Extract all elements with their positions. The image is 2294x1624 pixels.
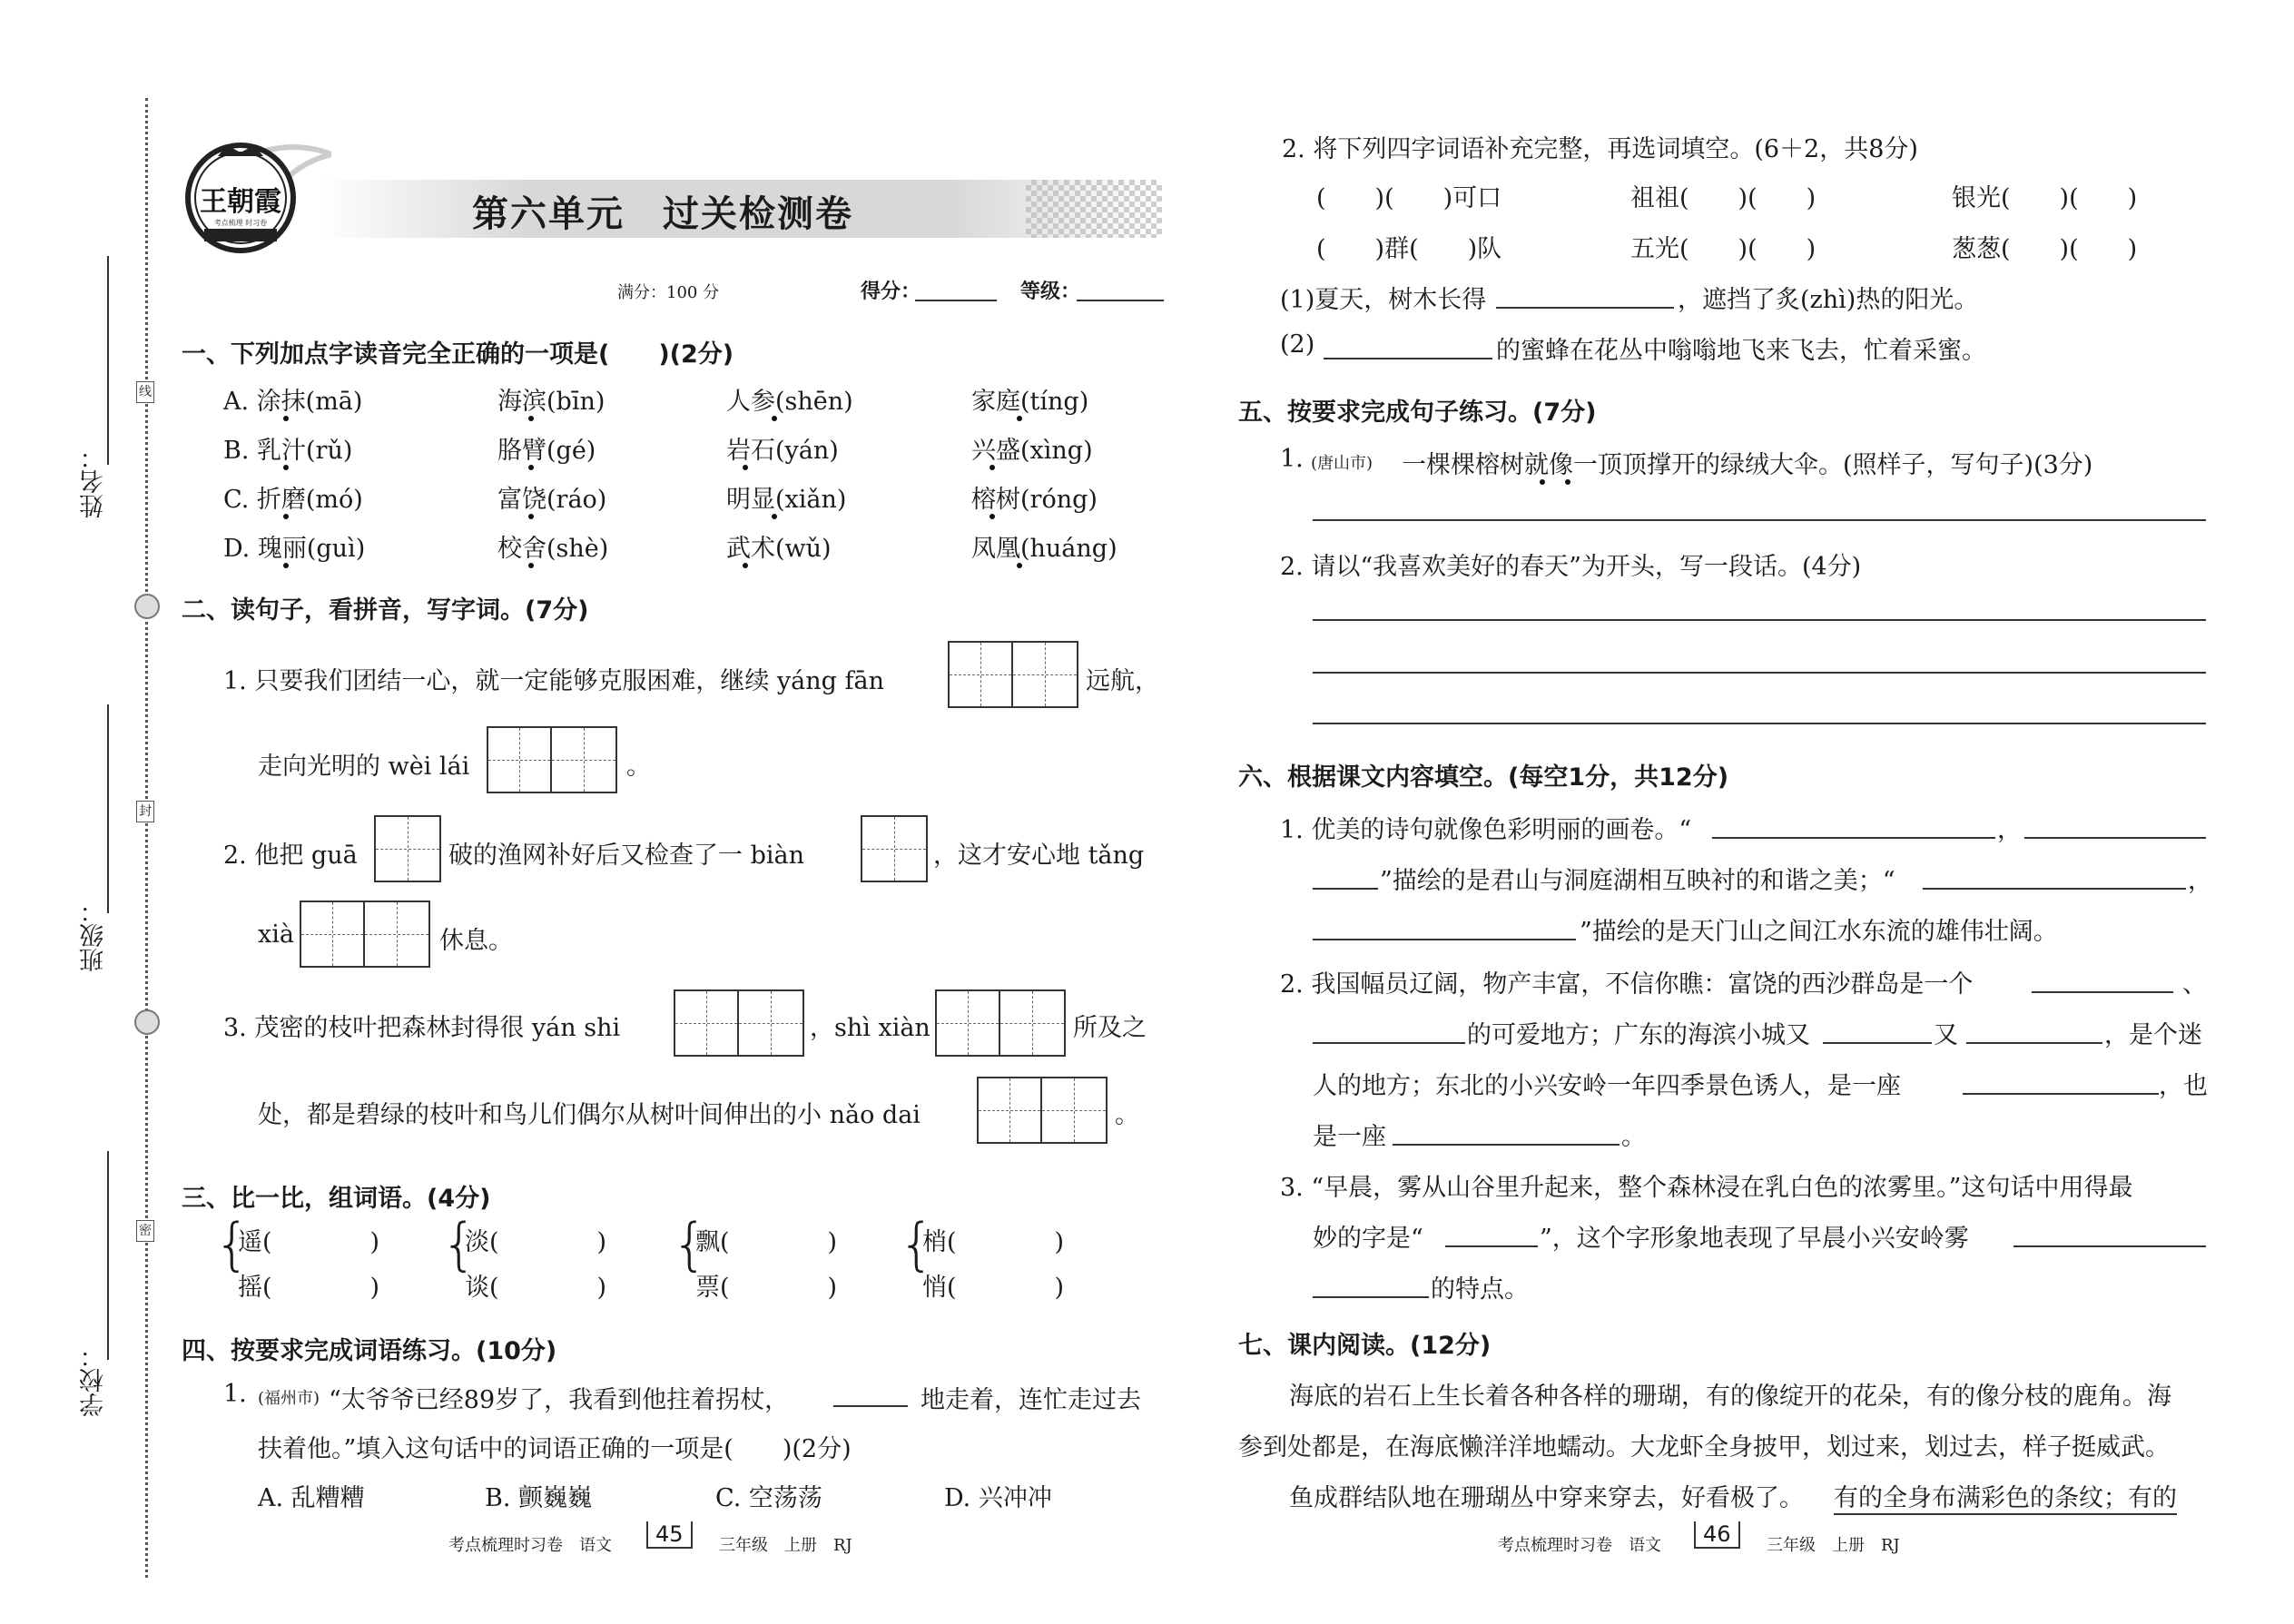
q2-s2-text-c: ，这才安心地 tǎng — [933, 842, 1145, 870]
q6-heading: 六、根据课文内容填空。(每空1分，共12分) — [1238, 763, 1729, 792]
q6-s3-blank-2a[interactable] — [2013, 1245, 2206, 1247]
binding-hole-top — [134, 594, 160, 619]
q6-s2-h: 是一座 — [1313, 1123, 1386, 1151]
emphasis-dot — [1017, 416, 1022, 421]
emphasis-dot — [528, 465, 534, 470]
emphasis-dot — [528, 416, 534, 421]
footer-right-grade: 三年级 上册 RJ — [1767, 1536, 1900, 1555]
q3-pair2-bottom[interactable]: 谈( ) — [465, 1274, 607, 1302]
q2-s3-grid-yanshi[interactable] — [674, 989, 804, 1057]
q2-s3-grid-naodai[interactable] — [977, 1077, 1108, 1144]
q7-paragraph-line-1: 海底的岩石上生长着各种各样的珊瑚，有的像绽开的花朵，有的像分枝的鹿角。海 — [1289, 1383, 2171, 1411]
q4-option-c[interactable]: C. 空荡荡 — [715, 1484, 822, 1512]
q6-s1-blank-2a[interactable] — [2024, 837, 2206, 839]
full-score-text: 满分：100 分 — [617, 283, 720, 302]
emphasis-dot — [528, 563, 534, 568]
q6-s3-blank-2b[interactable] — [1313, 1296, 1429, 1298]
q3-pair3-bottom[interactable]: 票( ) — [695, 1274, 838, 1302]
q2-s1-text-d: 。 — [626, 753, 651, 781]
q1-a1[interactable]: A. 涂抹(mā) — [223, 388, 363, 416]
class-label: 班级： — [80, 899, 108, 972]
q4-option-a[interactable]: A. 乱糟糟 — [258, 1484, 365, 1512]
q6-s2-blank-6[interactable] — [1393, 1144, 1620, 1146]
q5-s2-answer-line-2[interactable] — [1313, 672, 2206, 674]
q2-s3-text-b: ，shì xiàn — [810, 1014, 930, 1042]
emphasis-dot — [1540, 479, 1545, 485]
q6-s2-blank-5[interactable] — [1963, 1093, 2159, 1095]
q1-b4: 兴盛(xìng) — [971, 437, 1093, 465]
q6-s2-a: 2. 我国幅员辽阔，物产丰富，不信你瞧：富饶的西沙群岛是一个 — [1280, 970, 1974, 999]
q2-s1-text-c: 走向光明的 wèi lái — [258, 753, 470, 781]
binding-tag-mid: 封 — [136, 801, 154, 822]
title-checker-pattern — [1026, 180, 1162, 238]
q4-heading: 四、按要求完成词语练习。(10分) — [182, 1337, 557, 1365]
emphasis-dot — [283, 514, 289, 519]
binding-tag-bottom: 密 — [136, 1220, 154, 1242]
q3-pair4-top[interactable]: 梢( ) — [922, 1228, 1065, 1256]
q7-underlined-sentence: 有的全身布满彩色的条纹；有的 — [1834, 1478, 2177, 1515]
q2-s3-text-d: 处，都是碧绿的枝叶和鸟儿们偶尔从树叶间伸出的小 nǎo dai — [258, 1101, 921, 1129]
q2-s2-text-d: xià — [258, 920, 294, 949]
q2-s2-grid-bian[interactable] — [861, 815, 928, 882]
brace-icon: { — [899, 1211, 935, 1277]
emphasis-dot — [989, 465, 995, 470]
brace-icon: { — [441, 1211, 478, 1277]
grade-input-line[interactable] — [1077, 300, 1164, 301]
q6-s2-c: 的可爱地方；广东的海滨小城又 — [1467, 1021, 1810, 1049]
q3-pair1-top[interactable]: 遥( ) — [238, 1228, 380, 1256]
q3-pair2-top[interactable]: 淡( ) — [465, 1228, 607, 1256]
q2-s3-text-a: 3. 茂密的枝叶把森林封得很 yán shi — [223, 1014, 621, 1042]
q2-s2-grid-tangxia[interactable] — [300, 901, 430, 968]
emphasis-dot — [989, 514, 995, 519]
emphasis-dot — [283, 416, 289, 421]
q1-d4: 凤凰(huáng) — [971, 535, 1117, 563]
q7-paragraph-line-3a: 鱼成群结队地在珊瑚丛中穿来穿去，好看极了。 — [1289, 1484, 1804, 1512]
q4-2-fill2-blank[interactable] — [1324, 358, 1492, 359]
q7-heading: 七、课内阅读。(12分) — [1238, 1332, 1492, 1360]
q4-s1-text-a: “太爷爷已经89岁了，我看到他拄着拐杖， — [329, 1386, 790, 1414]
q1-b1[interactable]: B. 乳汁(rǔ) — [223, 437, 353, 465]
q4-2-fill1-b: ，遮挡了炙(zhì)热的阳光。 — [1678, 286, 1979, 314]
q1-c4: 榕树(róng) — [971, 486, 1098, 514]
q1-d1[interactable]: D. 瑰丽(guì) — [223, 535, 366, 563]
q3-pair3-top[interactable]: 飘( ) — [695, 1228, 838, 1256]
emphasis-dot — [1565, 479, 1570, 485]
q6-s2-i: 。 — [1621, 1123, 1646, 1151]
q6-s1-blank-4[interactable] — [1313, 939, 1576, 940]
emphasis-dot — [772, 416, 777, 421]
brand-logo-icon — [177, 127, 331, 263]
q6-s1-a: 1. 优美的诗句就像色彩明丽的画卷。“ — [1280, 816, 1692, 844]
name-write-line[interactable] — [107, 256, 109, 465]
q6-s3-a: 3. “早晨，雾从山谷里升起来，整个森林浸在乳白色的浓雾里。”这句话中用得最 — [1280, 1174, 2133, 1202]
q6-s3-b: 妙的字是“ — [1313, 1225, 1423, 1253]
q1-d3: 武术(wǔ) — [726, 535, 832, 563]
q5-s1-source: (唐山市) — [1311, 454, 1373, 473]
q4-2-fill2-a: (2) — [1280, 330, 1315, 359]
binding-hole-bottom — [134, 1009, 160, 1035]
name-label: 姓名： — [80, 445, 108, 518]
q4-2-fill1-a: (1)夏天，树木长得 — [1280, 286, 1487, 314]
q4-2-word-2[interactable]: 祖祖( )( ) — [1630, 184, 1816, 212]
q5-s1-num: 1. — [1280, 445, 1304, 473]
q6-s2-e: ，是个迷 — [2104, 1021, 2202, 1049]
grade-label: 等级： — [1020, 281, 1081, 303]
q2-s3-text-e: 。 — [1115, 1101, 1139, 1129]
q1-c2: 富饶(ráo) — [497, 486, 607, 514]
score-input-line[interactable] — [915, 300, 997, 301]
q2-s1-text-b: 远航， — [1086, 667, 1159, 695]
q6-s2-blank-1[interactable] — [2032, 991, 2173, 993]
q2-s3-grid-shixian[interactable] — [935, 989, 1066, 1057]
footer-right-series: 考点梳理时习卷 语文 — [1498, 1536, 1661, 1555]
q6-s2-blank-3[interactable] — [1823, 1042, 1932, 1044]
footer-left-grade: 三年级 上册 RJ — [719, 1536, 852, 1555]
q6-s2-g: ，也 — [2159, 1072, 2208, 1100]
q2-s1-text-a: 1. 只要我们团结一心，就一定能够克服困难，继续 yáng fān — [223, 667, 885, 695]
binding-tag-top: 线 — [136, 381, 154, 403]
q4-s1-text-b: 地走着，连忙走过去 — [921, 1386, 1141, 1414]
q3-pair1-bottom[interactable]: 摇( ) — [238, 1274, 380, 1302]
q2-s2-grid-gua[interactable] — [374, 815, 441, 882]
q1-b2: 胳臂(gé) — [497, 437, 596, 465]
q6-s2-d: 又 — [1934, 1021, 1958, 1049]
q4-option-b[interactable]: B. 颤巍巍 — [485, 1484, 593, 1512]
emphasis-dot — [772, 514, 777, 519]
q4-2-word-1[interactable]: ( )( )可口 — [1316, 184, 1502, 212]
q4-2-word-3[interactable]: 银光( )( ) — [1952, 184, 2138, 212]
q5-s2-answer-line-3[interactable] — [1313, 723, 2206, 724]
q1-a2: 海滨(bīn) — [497, 388, 605, 416]
q6-s2-blank-4[interactable] — [1966, 1042, 2102, 1044]
class-write-line[interactable] — [107, 704, 109, 913]
school-label: 学校： — [80, 1343, 108, 1417]
q2-s2-text-b: 破的渔网补好后又检查了一 biàn — [448, 842, 804, 870]
footer-right-page-number: 46 — [1694, 1521, 1740, 1549]
q2-s1-grid-yangfan[interactable] — [948, 641, 1078, 708]
q4-2-word-5[interactable]: 五光( )( ) — [1630, 235, 1816, 263]
q6-s1-e: ”描绘的是天门山之间江水东流的雄伟壮阔。 — [1580, 918, 2058, 946]
q4-2-fill1-blank[interactable] — [1496, 307, 1674, 309]
q2-s2-text-a: 2. 他把 guā — [223, 842, 358, 870]
emphasis-dot — [283, 465, 289, 470]
brace-icon: { — [672, 1211, 708, 1277]
q4-option-d[interactable]: D. 兴冲冲 — [944, 1484, 1052, 1512]
q6-s3-c: ”，这个字形象地表现了早晨小兴安岭雾 — [1540, 1225, 1969, 1253]
q2-heading: 二、读句子，看拼音，写字词。(7分) — [182, 596, 589, 625]
q3-heading: 三、比一比，组词语。(4分) — [182, 1185, 491, 1213]
q6-s1-blank-1[interactable] — [1712, 837, 1995, 839]
school-write-line[interactable] — [107, 1151, 109, 1360]
svg-text:考点梳理 时习卷: 考点梳理 时习卷 — [213, 219, 268, 227]
svg-text:王朝霞: 王朝霞 — [200, 186, 281, 218]
q6-s3-blank-1[interactable] — [1445, 1245, 1538, 1247]
q5-s2-answer-line-1[interactable] — [1313, 619, 2206, 621]
q2-s1-grid-weilai[interactable] — [487, 726, 617, 793]
emphasis-dot — [743, 563, 748, 568]
q1-a4: 家庭(tíng) — [971, 388, 1089, 416]
q5-s2-text: 2. 请以“我喜欢美好的春天”为开头，写一段话。(4分) — [1280, 553, 1862, 581]
emphasis-dot — [528, 514, 534, 519]
q6-s1-b: ， — [1997, 816, 2022, 844]
emphasis-dot — [1017, 563, 1022, 568]
q1-c1[interactable]: C. 折磨(mó) — [223, 486, 363, 514]
q5-s1-answer-line[interactable] — [1313, 519, 2206, 521]
q5-s1-text: 一棵棵榕树就像一顶顶撑开的绿绒大伞。(照样子，写句子)(3分) — [1402, 451, 2093, 479]
page-title: 第六单元 过关检测卷 — [472, 193, 853, 235]
q4-s1-source: (福州市) — [258, 1389, 320, 1408]
q1-b3: 岩石(yán) — [726, 437, 839, 465]
q2-s3-text-c: 所及之 — [1073, 1014, 1147, 1042]
q6-s3-d: 的特点。 — [1431, 1275, 1529, 1304]
q4-2-heading: 2. 将下列四字词语补充完整，再选词填空。(6＋2，共8分) — [1282, 135, 1918, 163]
q6-s1-c: ”描绘的是君山与洞庭湖相互映衬的和谐之美；“ — [1380, 867, 1895, 895]
q6-s1-blank-2b[interactable] — [1313, 888, 1378, 890]
q1-heading: 一、下列加点字读音完全正确的一项是( )(2分) — [182, 340, 734, 369]
q6-s2-f: 人的地方；东北的小兴安岭一年四季景色诱人，是一座 — [1313, 1072, 1901, 1100]
score-label: 得分： — [861, 281, 921, 303]
q6-s2-blank-2[interactable] — [1313, 1042, 1465, 1044]
q1-d2: 校舍(shè) — [497, 535, 609, 563]
q3-pair4-bottom[interactable]: 悄( ) — [922, 1274, 1065, 1302]
q2-s2-text-e: 休息。 — [439, 927, 513, 955]
q4-2-fill2-b: 的蜜蜂在花丛中嗡嗡地飞来飞去，忙着采蜜。 — [1496, 337, 1986, 365]
q6-s1-blank-3[interactable] — [1923, 888, 2186, 890]
q4-s1-blank[interactable] — [833, 1405, 908, 1407]
q6-s2-b: 、 — [2182, 970, 2207, 999]
emphasis-dot — [743, 465, 748, 470]
footer-left-page-number: 45 — [646, 1521, 693, 1549]
q4-2-word-6[interactable]: 葱葱( )( ) — [1952, 235, 2138, 263]
q4-s1-num: 1. — [223, 1380, 247, 1408]
q1-a3: 人参(shēn) — [726, 388, 853, 416]
q4-s1-text-c: 扶着他。”填入这句话中的词语正确的一项是( )(2分) — [258, 1435, 852, 1463]
q6-s1-d: ， — [2188, 867, 2212, 895]
q1-c3: 明显(xiǎn) — [726, 486, 847, 514]
footer-left-series: 考点梳理时习卷 语文 — [448, 1536, 612, 1555]
binding-dotted-line — [145, 98, 148, 1578]
q7-paragraph-line-2: 参到处都是，在海底懒洋洋地蠕动。大龙虾全身披甲，划过来，划过去，样子挺威武。 — [1238, 1433, 2170, 1462]
emphasis-dot — [283, 563, 289, 568]
q5-heading: 五、按要求完成句子练习。(7分) — [1238, 399, 1597, 427]
brace-icon: { — [214, 1211, 251, 1277]
q4-2-word-4[interactable]: ( )群( )队 — [1316, 235, 1502, 263]
